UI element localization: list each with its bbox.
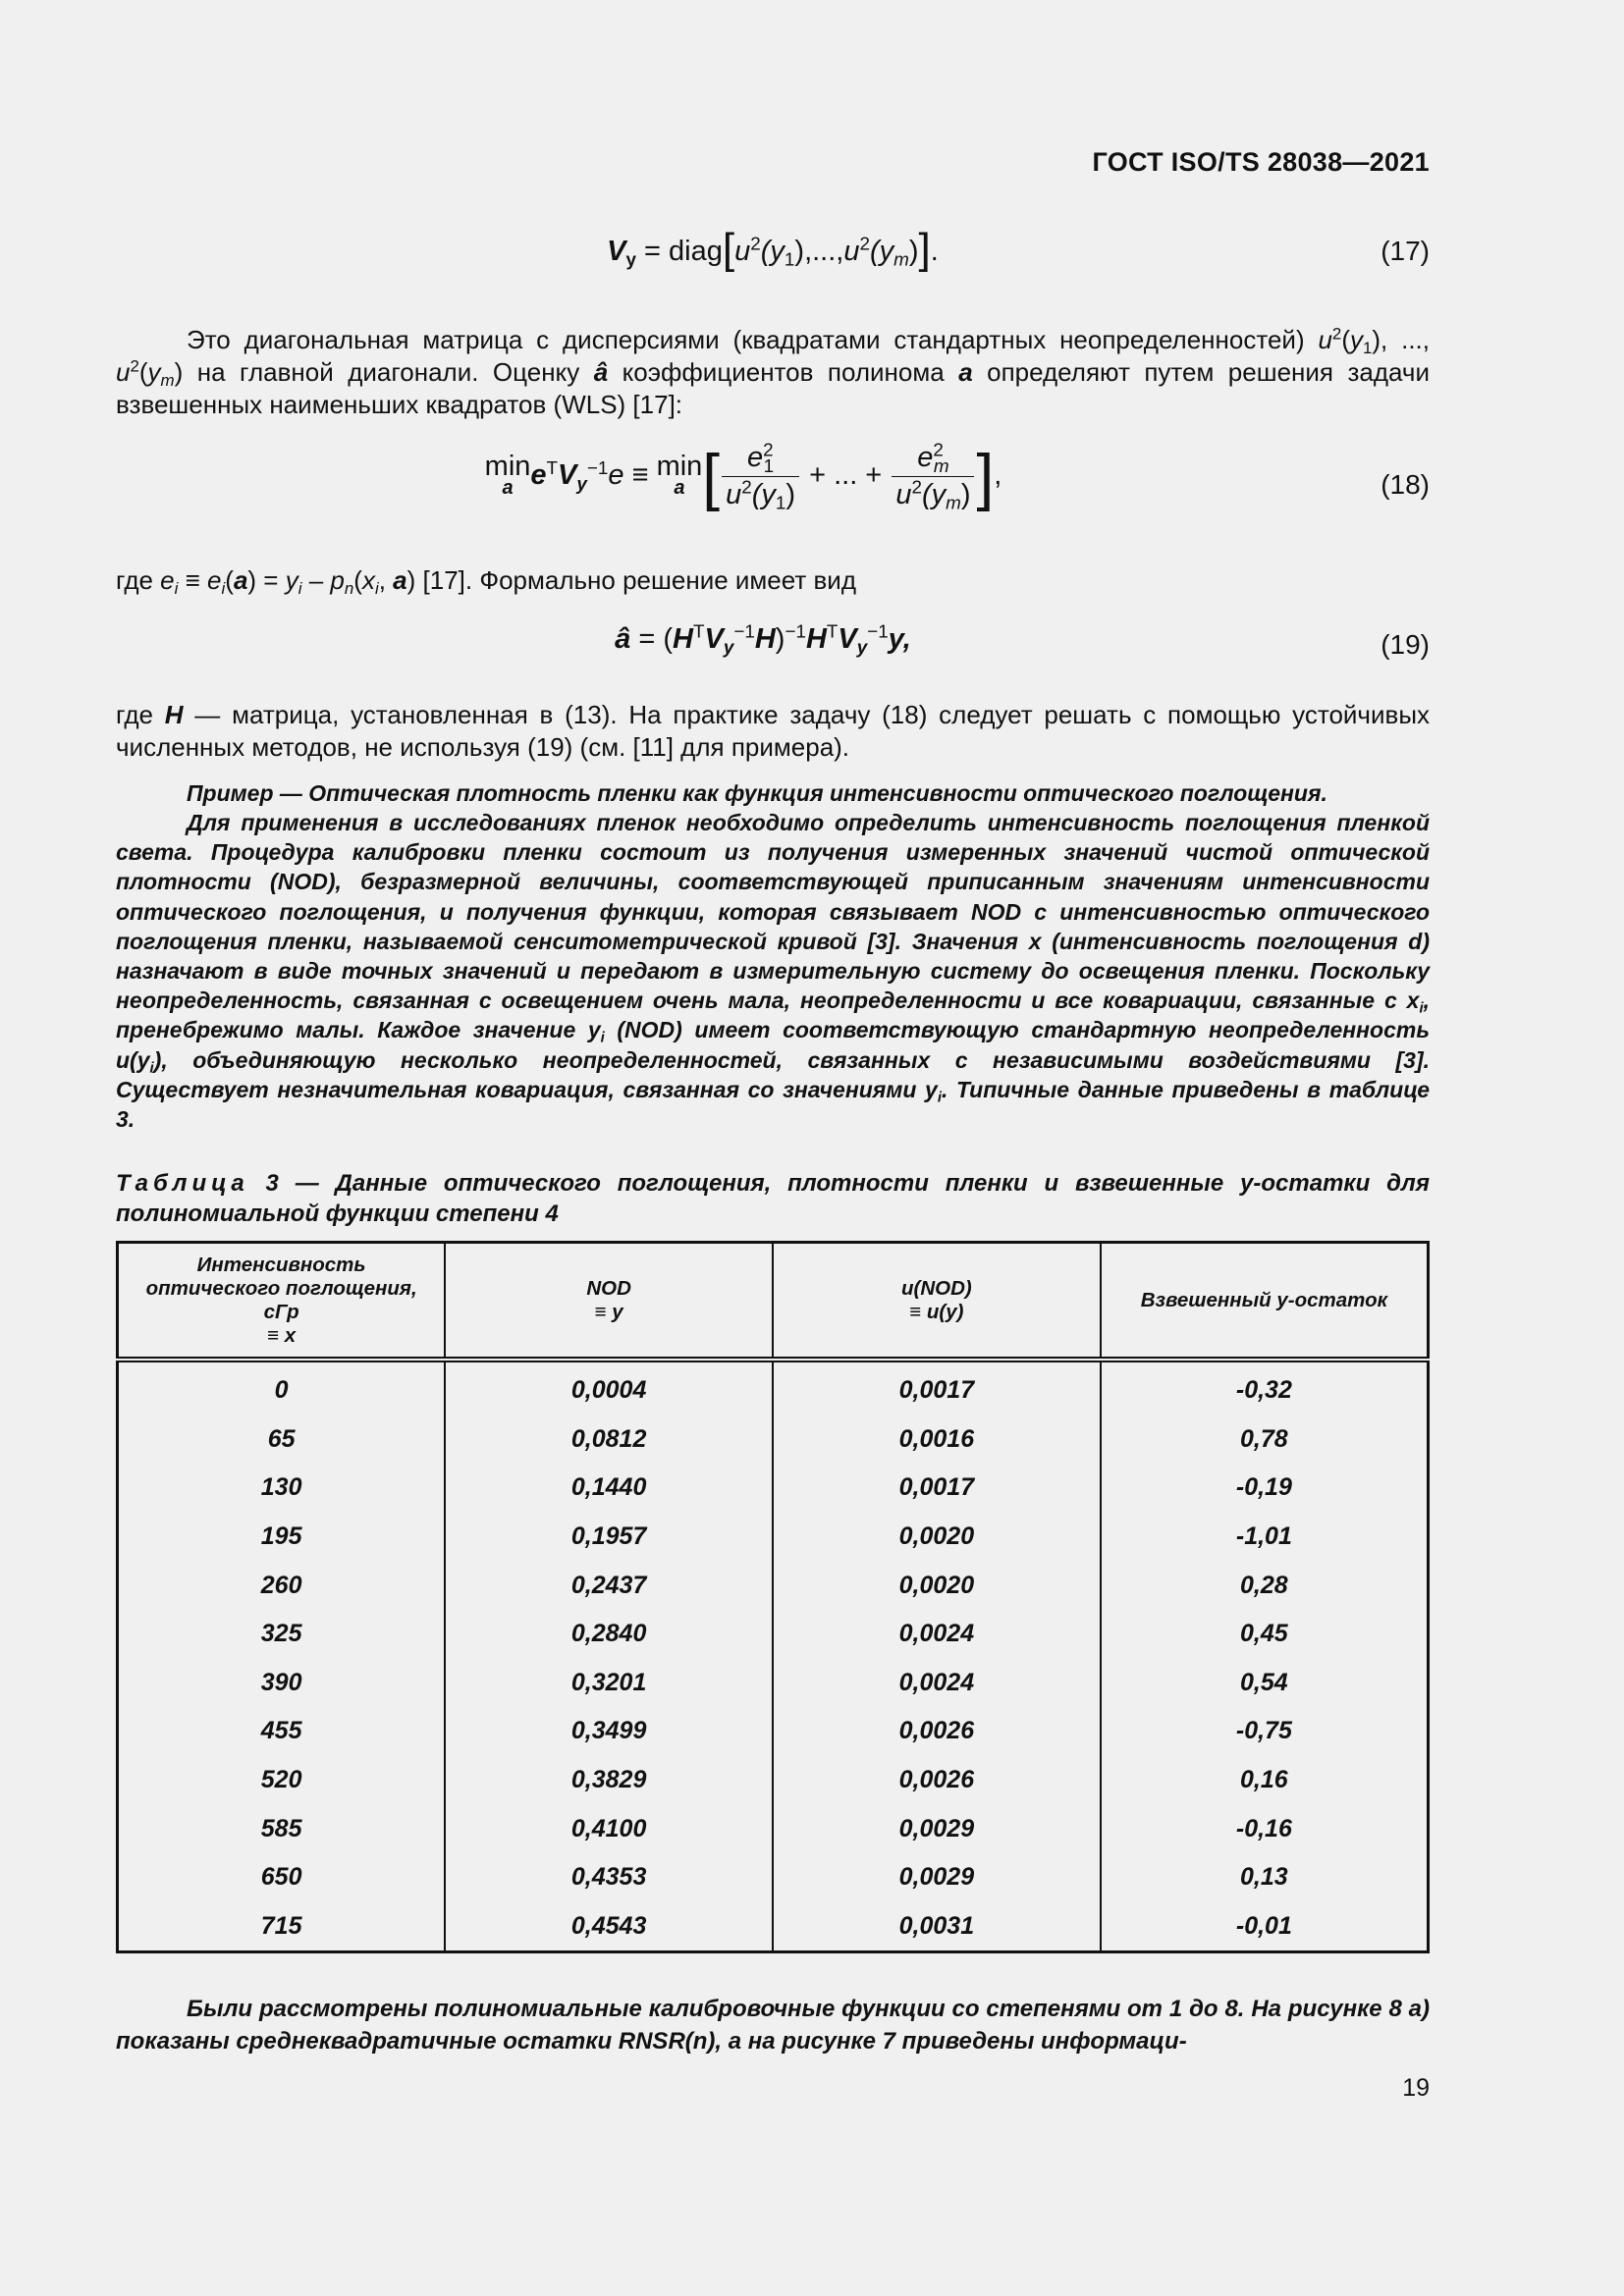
table-header-row: [118, 1243, 1429, 1361]
cell-intensity: 130: [118, 1464, 446, 1513]
table-row: [118, 1513, 1429, 1562]
header-intensity: Интенсивность оптического поглощения, сГр ≡ x: [118, 1243, 446, 1361]
cell-u-nod: 0,0026: [773, 1756, 1101, 1805]
equation-18: [116, 439, 1430, 513]
cell-intensity: 390: [118, 1659, 446, 1708]
paragraph-matrix-h: где H — матрица, установленная в (13). На практике задачу (18) следует решать с помощью устойчивых численных методов, не используя (19) (см. [11] для примера).: [116, 700, 1431, 762]
table-row: [118, 1464, 1429, 1513]
cell-nod: 0,0004: [445, 1360, 773, 1415]
cell-u-nod: 0,0017: [773, 1464, 1101, 1513]
header-weighted-residual: Взвешенный y-остаток: [1101, 1243, 1429, 1361]
cell-residual: 0,13: [1101, 1853, 1429, 1902]
example-title: Пример — Оптическая плотность пленки как функция интенсивности оптического поглощения.: [187, 780, 1327, 806]
table-row: [118, 1610, 1429, 1659]
cell-residual: -0,32: [1101, 1360, 1429, 1415]
equation-18-formula: min a $e^TV_y^{-1}e \equiv \min$ a [ $\frac{e^2_1}{u^2(y_1)}$ + ... + $\frac{e^2_m}{u^2(y_m)}$ ],: [484, 439, 1002, 513]
page-number: 19: [1402, 2074, 1430, 2102]
cell-intensity: 195: [118, 1513, 446, 1562]
table-row: [118, 1804, 1429, 1853]
cell-u-nod: 0,0017: [773, 1360, 1101, 1415]
cell-u-nod: 0,0026: [773, 1707, 1101, 1756]
cell-residual: -0,16: [1101, 1804, 1429, 1853]
cell-u-nod: 0,0031: [773, 1902, 1101, 1952]
cell-u-nod: 0,0020: [773, 1513, 1101, 1562]
table-row: [118, 1853, 1429, 1902]
standard-header: ГОСТ ISO/TS 28038—2021: [1092, 147, 1430, 177]
equation-19-formula: â = $(H^TV_y^{-1}H)^{-1}H^TV_y^{-1}y$,: [615, 620, 911, 658]
cell-residual: 0,78: [1101, 1415, 1429, 1465]
equation-19: [116, 620, 1430, 660]
cell-intensity: 650: [118, 1853, 446, 1902]
cell-intensity: 0: [118, 1360, 446, 1415]
cell-u-nod: 0,0024: [773, 1659, 1101, 1708]
table-row: [118, 1902, 1429, 1952]
cell-nod: 0,2840: [445, 1610, 773, 1659]
table-row: [118, 1659, 1429, 1708]
table-row: [118, 1415, 1429, 1465]
cell-nod: 0,1440: [445, 1464, 773, 1513]
cell-residual: -1,01: [1101, 1513, 1429, 1562]
cell-nod: 0,2437: [445, 1561, 773, 1610]
cell-intensity: 585: [118, 1804, 446, 1853]
cell-nod: 0,3499: [445, 1707, 773, 1756]
closing-paragraph: Были рассмотрены полиномиальные калибровочные функции со степенями от 1 до 8. На рисунке 8 а) показаны среднеквадратичные остатки RNSR(n), а на рисунке 7 приведены информаци-: [116, 1996, 1430, 2055]
cell-intensity: 715: [118, 1902, 446, 1952]
cell-nod: 0,4100: [445, 1804, 773, 1853]
cell-u-nod: 0,0029: [773, 1804, 1101, 1853]
equation-19-number: (19): [1380, 629, 1430, 660]
equation-17-formula: $V_y$ = $diag[u^2(y_1),...,u^2(y_m)]$.: [607, 225, 939, 273]
cell-nod: 0,4353: [445, 1853, 773, 1902]
cell-nod: 0,0812: [445, 1415, 773, 1465]
cell-residual: -0,75: [1101, 1707, 1429, 1756]
paragraph-residuals: где $e_i \equiv e_i(a) = y_i - p_n(x_i$, a) [17]. Формально решение имеет вид: [116, 565, 856, 599]
cell-residual: -0,19: [1101, 1464, 1429, 1513]
equation-17: [116, 225, 1430, 273]
table-row: [118, 1756, 1429, 1805]
cell-u-nod: 0,0024: [773, 1610, 1101, 1659]
header-u-nod: u(NOD) ≡ u(y): [773, 1243, 1101, 1361]
cell-nod: 0,1957: [445, 1513, 773, 1562]
cell-nod: 0,3829: [445, 1756, 773, 1805]
cell-residual: 0,28: [1101, 1561, 1429, 1610]
data-table: [116, 1241, 1430, 1953]
header-nod: NOD ≡ y: [445, 1243, 773, 1361]
cell-intensity: 260: [118, 1561, 446, 1610]
cell-nod: 0,4543: [445, 1902, 773, 1952]
equation-17-number: (17): [1380, 236, 1430, 266]
paragraph-diagonal-matrix: Это диагональная матрица с дисперсиями (квадратами стандартных неопределенностей) $u^2(y_1)$, ..., $u^2(y_m)$ на главной диагонали. Оценку â коэффициентов полинома a определяют путем решения задачи взвешенных наименьших квадратов (WLS) [17]:: [116, 324, 1430, 419]
cell-intensity: 325: [118, 1610, 446, 1659]
cell-intensity: 455: [118, 1707, 446, 1756]
cell-nod: 0,3201: [445, 1659, 773, 1708]
table-row: [118, 1360, 1429, 1415]
cell-residual: -0,01: [1101, 1902, 1429, 1952]
cell-intensity: 65: [118, 1415, 446, 1465]
table-row: [118, 1561, 1429, 1610]
cell-residual: 0,45: [1101, 1610, 1429, 1659]
cell-u-nod: 0,0016: [773, 1415, 1101, 1465]
table-caption: Таблица 3 — Данные оптического поглощения, плотности пленки и взвешенные y-остатки для полиномиальной функции степени 4: [116, 1170, 1430, 1227]
cell-u-nod: 0,0029: [773, 1853, 1101, 1902]
cell-intensity: 520: [118, 1756, 446, 1805]
cell-residual: 0,54: [1101, 1659, 1429, 1708]
table-row: [118, 1707, 1429, 1756]
example-body: Для применения в исследованиях пленок необходимо определить интенсивность поглощения пленкой света. Процедура калибровки пленки состоит из получения измеренных значений чистой оптической плотности (NOD), безразмерной величины, соответствующей приписанным значениям интенсивности оптического поглощения, и получения функции, которая связывает NOD с интенсивностью оптического поглощения пленки, называемой сенситометрической кривой [3]. Значения x (интенсивность поглощения d) назначают в виде точных значений и передают в измерительную систему до освещения пленки. Поскольку неопределенность, связанная с освещением очень мала, неопределенности и все ковариации, связанные с $x_i$, пренебрежимо малы. Каждое значение $y_i$ (NOD) имеет соответствующую стандартную неопределенность $u(y_i)$, объединяющую несколько неопределенностей, связанных с независимыми воздействиями [3]. Существует незначительная ковариация, связанная со значениями $y_i$. Типичные данные приведены в таблице 3.: [116, 810, 1430, 1133]
cell-u-nod: 0,0020: [773, 1561, 1101, 1610]
cell-residual: 0,16: [1101, 1756, 1429, 1805]
equation-18-number: (18): [1380, 469, 1430, 500]
